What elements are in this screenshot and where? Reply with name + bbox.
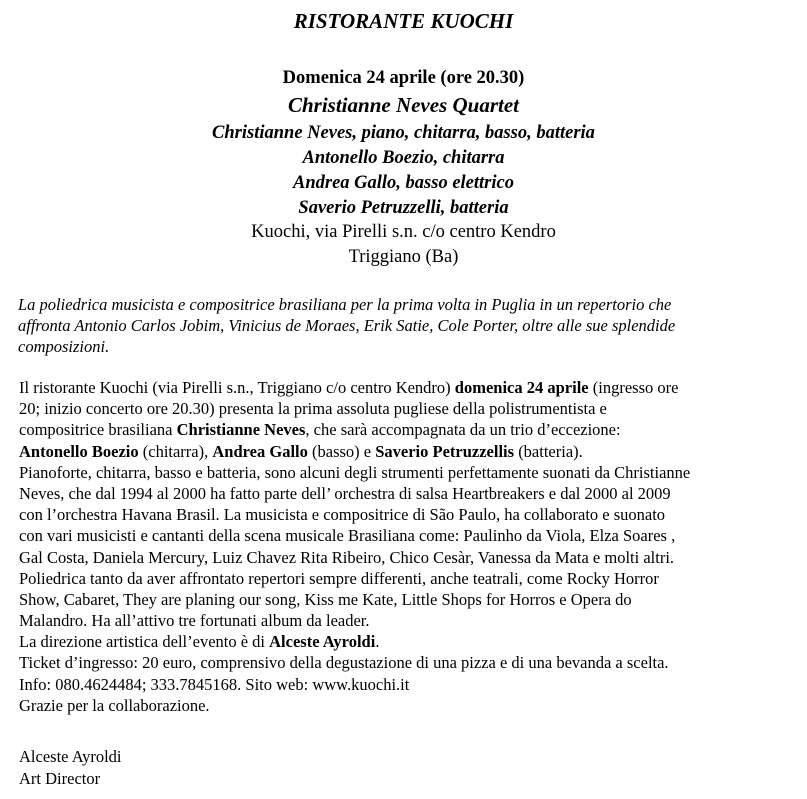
bold-run: Andrea Gallo [212, 441, 308, 461]
body-line: Poliedrica tanto da aver affrontato repertori sempre differenti, anche teatrali, come Rocky Horror [19, 568, 659, 588]
signature-role: Art Director [19, 769, 101, 788]
body-text [19, 377, 804, 716]
intro-line: composizioni. [18, 337, 110, 356]
venue-city: Triggiano (Ba) [348, 247, 459, 267]
bold-run: Christianne Neves [176, 420, 306, 440]
text-run: La direzione artistica dell’evento è di [19, 632, 270, 652]
member-line: Antonello Boezio, chitarra [302, 148, 505, 168]
text-run: (ingresso ore [588, 378, 679, 397]
band-name: Christianne Neves Quartet [287, 93, 520, 117]
body-line: Grazie per la collaborazione. [19, 695, 210, 715]
restaurant-title: RISTORANTE KUOCHI [293, 9, 514, 33]
event-date: Domenica 24 aprile (ore 20.30) [282, 68, 525, 88]
body-line [19, 419, 804, 440]
signature-block [19, 746, 122, 790]
member-line: Saverio Petruzzelli, batteria [298, 198, 509, 218]
bold-run: Saverio Petruzzellis [375, 441, 515, 461]
body-line: 20; inizio concerto ore 20.30) presenta la prima assoluta pugliese della polistrumentista e [19, 399, 607, 419]
member-line: Christianne Neves, piano, chitarra, basso, batteria [212, 123, 595, 143]
signature-name: Alceste Ayroldi [19, 747, 122, 766]
text-run: . [375, 632, 380, 652]
bold-run: Alceste Ayroldi [269, 632, 376, 652]
intro-line: La poliedrica musicista e compositrice brasiliana per la prima volta in Puglia in un repertorio che [18, 295, 672, 314]
intro-paragraph [18, 294, 793, 357]
body-line: con l’orchestra Havana Brasil. La musicista e compositrice di São Paulo, ha collaborato e suonato [19, 505, 666, 525]
bold-run: domenica 24 aprile [454, 378, 589, 397]
body-line: Malandro. Ha all’attivo tre fortunati album da leader. [19, 611, 370, 631]
text-run: compositrice brasiliana [19, 420, 177, 440]
body-line [19, 441, 804, 462]
text-run: (chitarra), [138, 441, 213, 461]
body-line: con vari musicisti e cantanti della scena musicale Brasiliana come: Paulinho da Viola, Elza Soares , [19, 526, 676, 546]
body-line: Neves, che dal 1994 al 2000 ha fatto parte dell’ orchestra di salsa Heartbreakers e dal 2000 al 2009 [19, 483, 671, 503]
intro-line: affronta Antonio Carlos Jobim, Vinicius de Moraes, Erik Satie, Cole Porter, oltre alle sue splendide [18, 316, 676, 335]
member-line: Andrea Gallo, basso elettrico [293, 173, 514, 193]
body-line [19, 631, 804, 652]
body-line: Pianoforte, chitarra, basso e batteria, sono alcuni degli strumenti perfettamente suonati da Christianne [19, 462, 691, 482]
bold-run: Antonello Boezio [19, 441, 139, 461]
text-run: Il ristorante Kuochi (via Pirelli s.n., Triggiano c/o centro Kendro) [19, 378, 455, 397]
body-line: Gal Costa, Daniela Mercury, Luiz Chavez Rita Ribeiro, Chico Cesàr, Vanessa da Mata e molti altri. [19, 547, 675, 567]
text-run: (batteria). [514, 441, 583, 461]
text-run: (basso) e [307, 441, 376, 461]
text-run: , che sarà accompagnata da un trio d’eccezione: [305, 420, 621, 440]
body-line: Info: 080.4624484; 333.7845168. Sito web: www.kuochi.it [19, 674, 410, 694]
body-line: Show, Cabaret, They are planing our song, Kiss me Kate, Little Shops for Horros e Opera do [19, 589, 632, 609]
venue-address: Kuochi, via Pirelli s.n. c/o centro Kendro [251, 222, 556, 242]
body-line: Ticket d’ingresso: 20 euro, comprensivo della degustazione di una pizza e di una bevanda a scelta. [19, 653, 669, 673]
body-line [19, 377, 804, 398]
